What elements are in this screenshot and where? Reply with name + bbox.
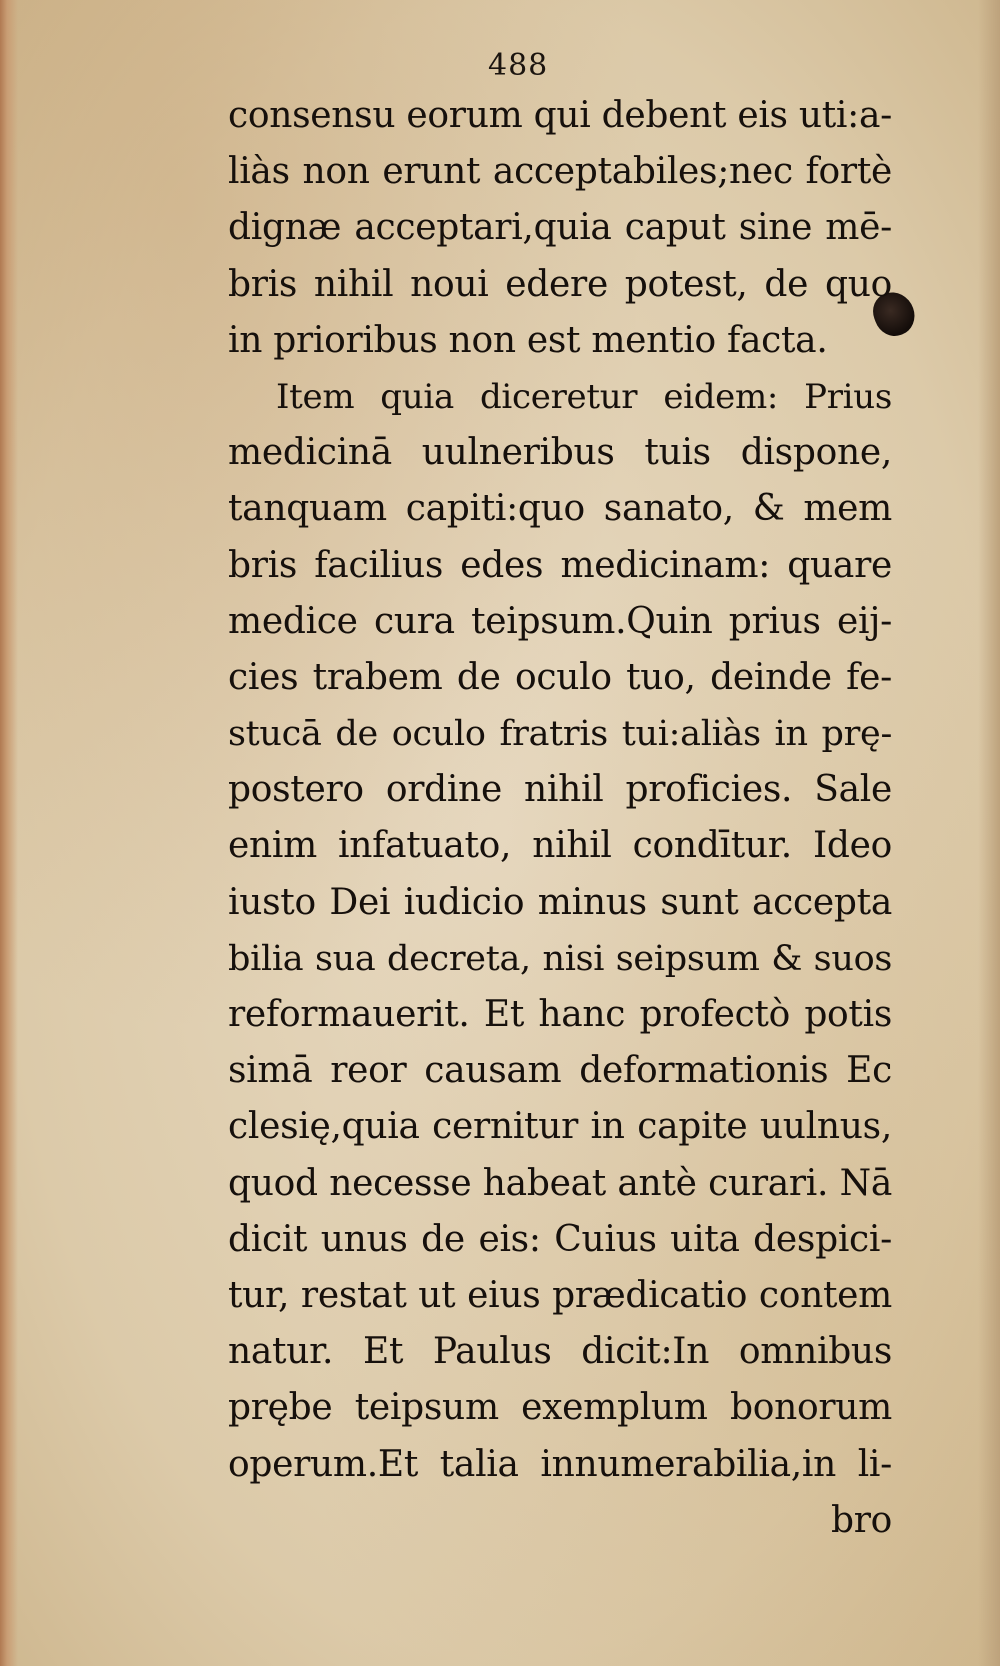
catchword: bro — [830, 1499, 892, 1541]
text-line: quod necesse habeat antè curari. Nā — [228, 1162, 892, 1204]
page-edge-right — [978, 0, 1000, 1666]
body-text — [228, 88, 892, 1549]
text-line: dignæ acceptari,quia caput sine mē- — [228, 207, 892, 249]
text-line: tanquam capiti:quo sanato, & mem — [228, 488, 892, 530]
text-line: medicinā uulneribus tuis dispone, — [228, 432, 892, 474]
text-line: cies trabem de oculo tuo, deinde fe- — [228, 656, 892, 698]
page-number: 488 — [488, 48, 549, 83]
text-line: postero ordine nihil proficies. Sale — [228, 769, 892, 811]
text-line: simā reor causam deformationis Ec — [228, 1050, 892, 1092]
text-line: bris nihil noui edere potest, de quo — [228, 263, 892, 305]
text-line: natur. Et Paulus dicit:In omnibus — [228, 1331, 892, 1373]
text-line: reformauerit. Et hanc profectò potis — [228, 994, 892, 1035]
text-line: consensu eorum qui debent eis uti:a- — [228, 95, 892, 136]
text-line: bris facilius edes medicinam: quare — [228, 544, 892, 586]
text-line: tur, restat ut eius prædicatio contem — [228, 1274, 892, 1316]
page-edge-left — [0, 0, 18, 1666]
text-line: liàs non erunt acceptabiles;nec fortè — [228, 151, 892, 193]
text-line: prębe teipsum exemplum bonorum — [228, 1387, 892, 1429]
text-line: clesię,quia cernitur in capite uulnus, — [228, 1106, 892, 1148]
text-line: enim infatuato, nihil condītur. Ideo — [228, 825, 892, 867]
text-line: dicit unus de eis: Cuius uita despici- — [228, 1218, 892, 1260]
text-line: bilia sua decreta, nisi seipsum & suos — [228, 938, 892, 979]
text-line: iusto Dei iudicio minus sunt accepta — [228, 881, 892, 923]
text-line: Item quia diceretur eidem: Prius — [276, 376, 892, 417]
text-line: operum.Et talia innumerabilia,in li- — [228, 1443, 892, 1485]
text-line: medice cura teipsum.Quin prius eij- — [228, 600, 892, 642]
text-line: stucā de oculo fratris tui:aliàs in prę- — [228, 714, 892, 755]
text-line: in prioribus non est mentio facta. — [228, 319, 828, 361]
